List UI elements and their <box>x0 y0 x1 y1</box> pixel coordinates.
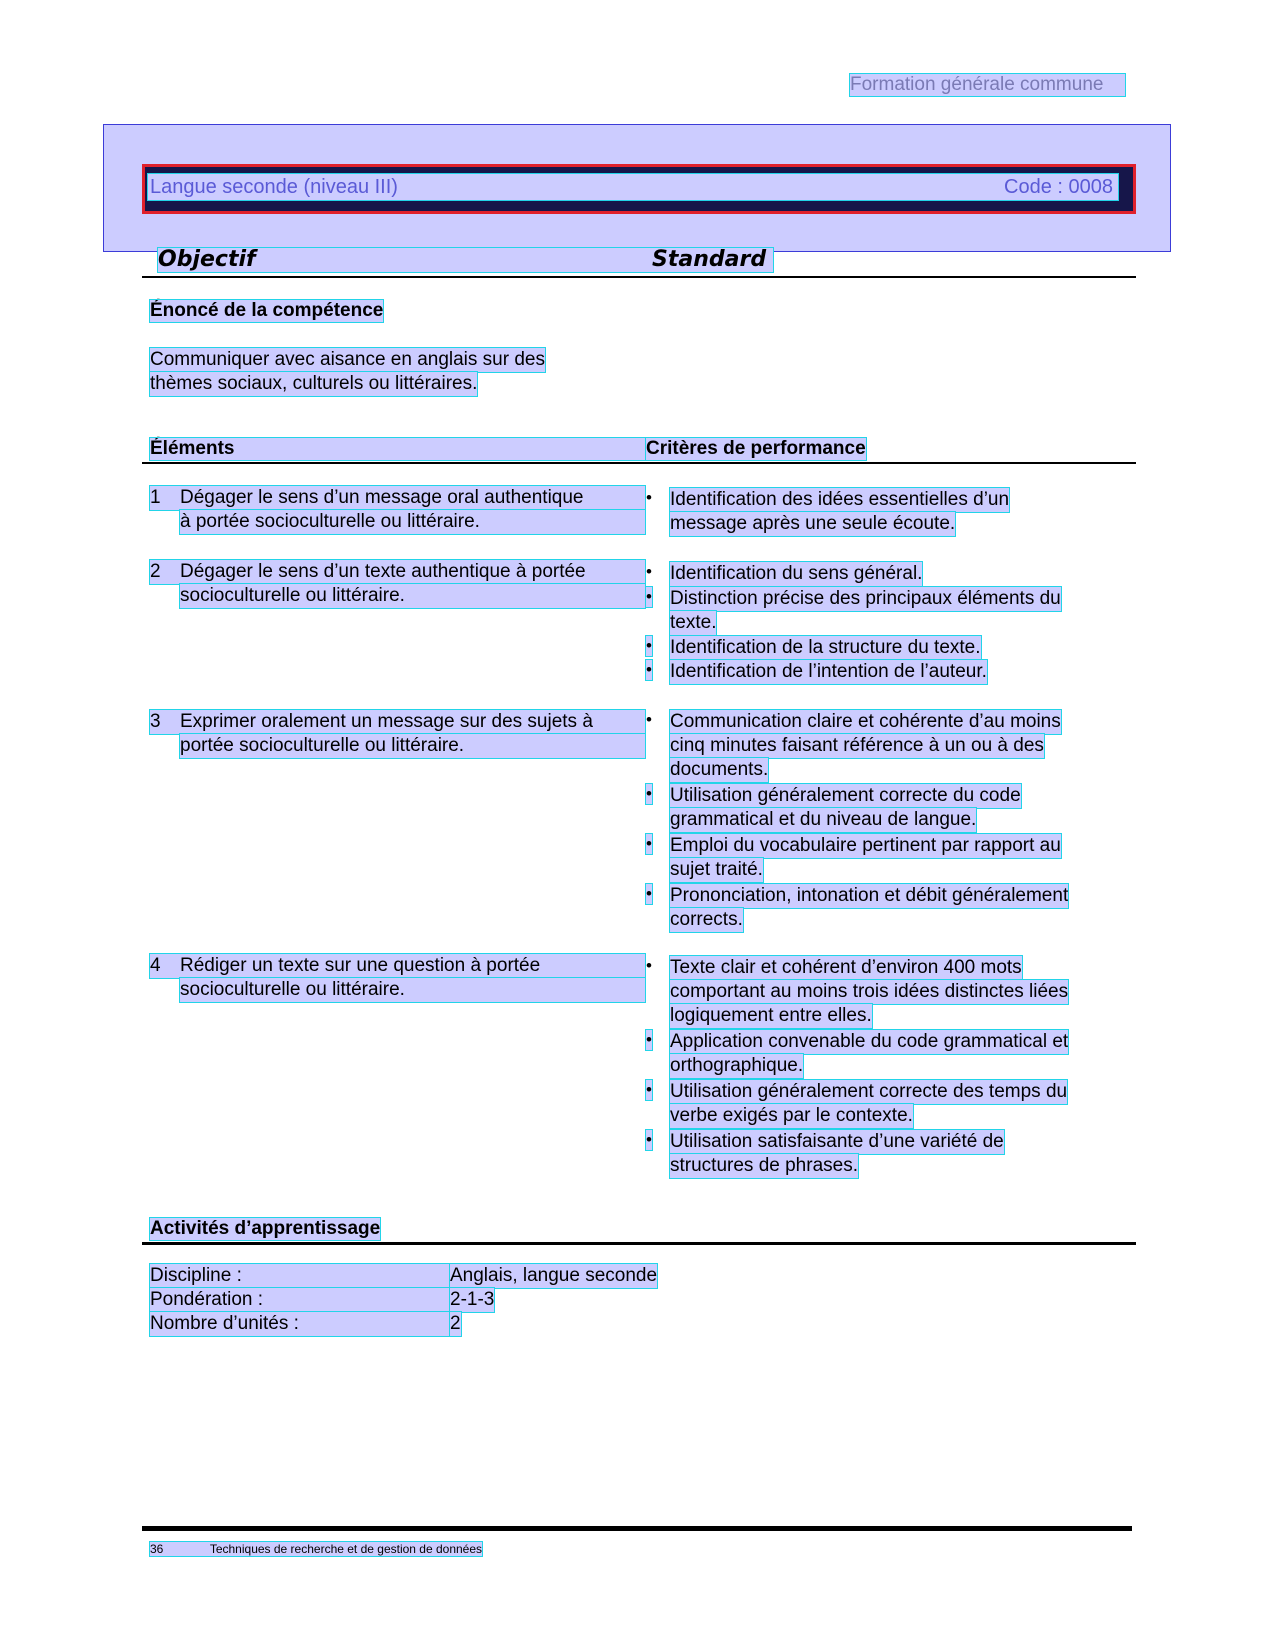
element-line: 2 Dégager le sens d’un texte authentique à portée <box>150 560 645 584</box>
criterion-line: orthographique. <box>670 1055 804 1076</box>
page-number: 36 <box>150 1542 164 1556</box>
element-number: 4 <box>150 955 161 976</box>
criteria-heading: Critères de performance <box>646 438 866 459</box>
discipline-value: Anglais, langue seconde <box>450 1265 658 1286</box>
weighting-value: 2-1-3 <box>450 1289 495 1310</box>
criterion-line: Utilisation généralement correcte du code <box>670 785 1021 806</box>
criterion-line: Application convenable du code grammatical et <box>670 1031 1069 1052</box>
columns-rule <box>142 462 1136 464</box>
criterion-line: comportant au moins trois idées distinctes liées <box>670 981 1069 1002</box>
header-rule <box>142 276 1136 278</box>
running-header: Formation générale commune <box>850 74 1125 96</box>
page-footer <box>150 1542 482 1556</box>
criterion-line: cinq minutes faisant référence à un ou à des <box>670 735 1044 756</box>
criterion-line: texte. <box>670 612 717 633</box>
criterion-line: Communication claire et cohérente d’au moins <box>670 711 1061 732</box>
course-code: Code : 0008 <box>1004 176 1113 198</box>
activities-heading: Activités d’apprentissage <box>150 1218 381 1239</box>
element-number: 2 <box>150 561 161 582</box>
element-line: à portée socioculturelle ou littéraire. <box>180 510 645 534</box>
criterion-line: grammatical et du niveau de langue. <box>670 809 977 830</box>
element-line: socioculturelle ou littéraire. <box>180 978 645 1002</box>
course-name: Langue seconde (niveau III) <box>150 176 398 198</box>
competence-heading: Énoncé de la compétence <box>150 300 384 321</box>
bullet-icon: • <box>646 784 652 803</box>
bullet-icon: • <box>646 1080 652 1099</box>
bullet-icon: • <box>646 587 652 606</box>
bullet-icon: • <box>646 1130 652 1149</box>
objective-heading: Objectif <box>158 247 256 272</box>
element-line: portée socioculturelle ou littéraire. <box>180 734 645 758</box>
criterion-line: Identification du sens général. <box>670 563 923 584</box>
bullet-icon: • <box>646 710 652 729</box>
element-number: 1 <box>150 487 161 508</box>
criterion-line: documents. <box>670 759 769 780</box>
element-line: 3 Exprimer oralement un message sur des sujets à <box>150 710 645 734</box>
element-line: socioculturelle ou littéraire. <box>180 584 645 608</box>
bullet-icon: • <box>646 884 652 903</box>
bullet-icon: • <box>646 956 652 975</box>
criterion-line: message après une seule écoute. <box>670 513 956 534</box>
criterion-line: sujet traité. <box>670 859 763 880</box>
criterion-line: Identification de l’intention de l’auteur. <box>670 661 987 682</box>
competence-line-1: Communiquer avec aisance en anglais sur des <box>150 349 545 370</box>
units-label: Nombre d’unités : <box>150 1312 450 1336</box>
criterion-line: corrects. <box>670 909 743 930</box>
element-line: 4 Rédiger un texte sur une question à portée <box>150 954 645 978</box>
element-number: 3 <box>150 711 161 732</box>
bullet-icon: • <box>646 834 652 853</box>
discipline-label: Discipline : <box>150 1264 450 1288</box>
weighting-label: Pondération : <box>150 1288 450 1312</box>
bullet-icon: • <box>646 488 652 507</box>
criterion-line: Identification de la structure du texte. <box>670 637 981 658</box>
criterion-line: Utilisation généralement correcte des temps du <box>670 1081 1068 1102</box>
criterion-line: Distinction précise des principaux éléments du <box>670 588 1061 609</box>
criterion-line: Prononciation, intonation et débit généralement <box>670 885 1069 906</box>
bullet-icon: • <box>646 562 652 581</box>
bullet-icon: • <box>646 636 652 655</box>
criterion-line: Texte clair et cohérent d’environ 400 mots <box>670 957 1022 978</box>
criterion-line: Utilisation satisfaisante d’une variété de <box>670 1131 1004 1152</box>
units-value: 2 <box>450 1313 461 1334</box>
criterion-line: Emploi du vocabulaire pertinent par rapport au <box>670 835 1061 856</box>
criterion-line: logiquement entre elles. <box>670 1005 872 1026</box>
criterion-line: Identification des idées essentielles d’un <box>670 489 1010 510</box>
competence-line-2: thèmes sociaux, culturels ou littéraires. <box>150 373 478 394</box>
standard-heading: Standard <box>652 247 767 272</box>
criterion-line: structures de phrases. <box>670 1155 858 1176</box>
element-line: 1 Dégager le sens d’un message oral authentique <box>150 486 645 510</box>
elements-heading: Éléments <box>150 438 646 460</box>
footer-rule <box>142 1526 1132 1531</box>
criterion-line: verbe exigés par le contexte. <box>670 1105 913 1126</box>
bullet-icon: • <box>646 1030 652 1049</box>
bullet-icon: • <box>646 660 652 679</box>
activities-rule <box>142 1242 1136 1245</box>
document-title: Techniques de recherche et de gestion de données <box>209 1542 483 1556</box>
